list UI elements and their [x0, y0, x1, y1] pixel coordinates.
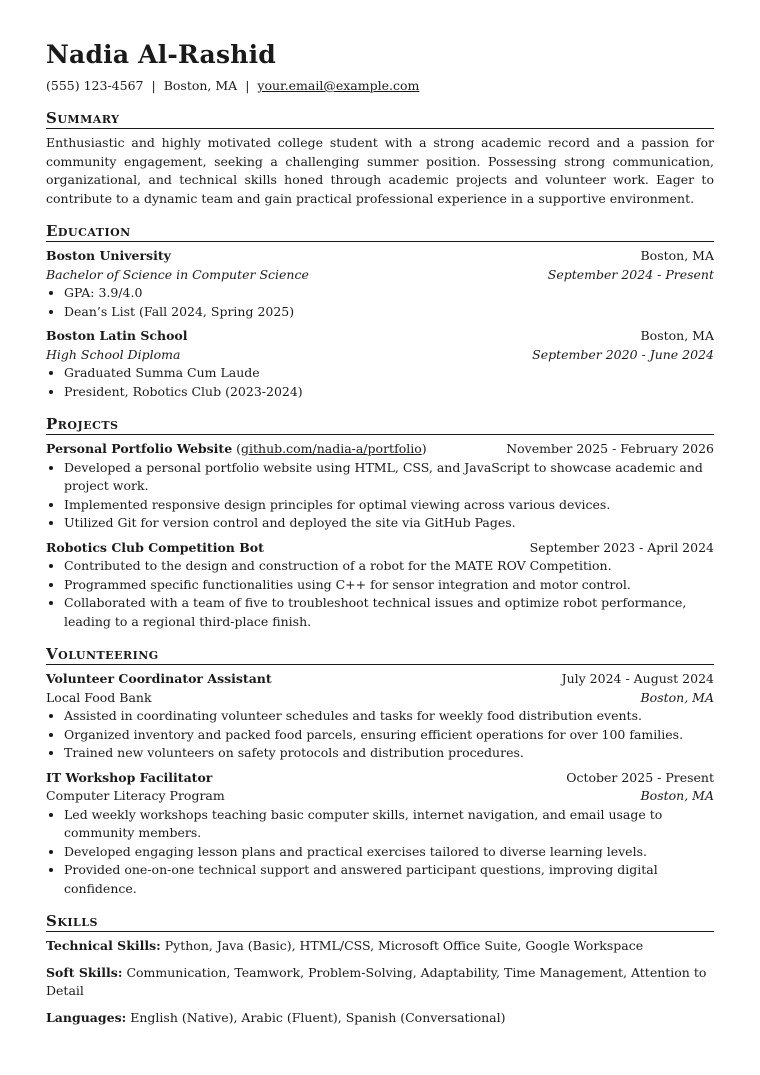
soft-skills	[46, 964, 714, 1001]
contact-line	[46, 77, 714, 95]
skill-label: Soft Skills:	[46, 964, 123, 980]
dates: September 2020 - June 2024	[532, 346, 714, 362]
project-entry: Personal Portfolio Website (github.com/nadia-a/portfolio) November 2025 - February 2026 • Developed a personal portfolio website using HTML, CSS, and JavaScript to showcase academic and project work. • Implemented responsive design principles for optimal viewing across various devices. • Utilized Git for version control and deployed the site via GitHub Pages.	[46, 440, 714, 533]
summary-section	[46, 108, 714, 208]
list-item: • Utilized Git for version control and deployed the site via GitHub Pages.	[64, 514, 714, 533]
role-title: Volunteer Coordinator Assistant	[46, 671, 272, 686]
section-heading-projects: Projects	[46, 414, 714, 435]
dates: September 2023 - April 2024	[529, 539, 714, 555]
list-item: • Developed engaging lesson plans and practical exercises tailored to diverse learning levels.	[64, 843, 714, 862]
skill-values: Python, Java (Basic), HTML/CSS, Microsoft Office Suite, Google Workspace	[164, 938, 644, 953]
technical-skills	[46, 937, 714, 956]
section-heading-volunteering: Volunteering	[46, 644, 714, 665]
summary-text: Enthusiastic and highly motivated college student with a strong academic record and a passion for community engagement, seeking a challenging summer position. Possessing strong communication, organizational, and technical skills honed through academic projects and volunteer work. Eager to contribute to a dynamic team and gain practical professional experience in a supportive environment.	[46, 135, 714, 206]
skills-section	[46, 911, 714, 1027]
organization: Computer Literacy Program	[46, 788, 225, 803]
list-item: • Collaborated with a team of five to troubleshoot technical issues and optimize robot performance, leading to a regional third-place finish.	[64, 594, 714, 631]
list-item: • Trained new volunteers on safety protocols and distribution procedures.	[64, 744, 714, 763]
project-link[interactable]: github.com/nadia-a/portfolio	[241, 441, 422, 456]
dates: October 2025 - Present	[566, 769, 714, 785]
school-location: Boston, MA	[640, 248, 714, 263]
email-link[interactable]: your.email@example.com	[257, 78, 420, 93]
section-heading-summary: Summary	[46, 108, 714, 129]
bullet-list	[46, 707, 714, 763]
list-item: • Implemented responsive design principles for optimal viewing across various devices.	[64, 496, 714, 515]
separator: |	[245, 78, 250, 93]
dates: September 2024 - Present	[547, 266, 714, 282]
list-item: • Provided one-on-one technical support and answered participant questions, improving digital confidence.	[64, 861, 714, 898]
skill-values: Communication, Teamwork, Problem-Solving, Adaptability, Time Management, Attention to Detail	[46, 964, 707, 998]
project-name: Personal Portfolio Website	[46, 441, 233, 456]
separator: |	[151, 78, 156, 93]
list-item: • Developed a personal portfolio website using HTML, CSS, and JavaScript to showcase academic and project work.	[64, 459, 714, 496]
phone-number: (555) 123-4567	[46, 78, 144, 93]
school-location: Boston, MA	[640, 328, 714, 343]
languages	[46, 1009, 714, 1028]
list-item: • Graduated Summa Cum Laude	[64, 364, 714, 383]
org-location: Boston, MA	[640, 788, 714, 803]
role-title: IT Workshop Facilitator	[46, 769, 213, 785]
list-item: • Programmed specific functionalities using C++ for sensor integration and motor control.	[64, 576, 714, 595]
school-name: Boston University	[46, 248, 171, 263]
list-item: • President, Robotics Club (2023-2024)	[64, 383, 714, 402]
dates: July 2024 - August 2024	[561, 671, 714, 686]
bullet-list	[46, 364, 714, 401]
project-entry	[46, 539, 714, 632]
list-item: • Organized inventory and packed food parcels, ensuring efficient operations for over 100 families.	[64, 726, 714, 745]
education-section	[46, 221, 714, 401]
list-item: • Led weekly workshops teaching basic computer skills, internet navigation, and email usage to community members.	[64, 806, 714, 843]
project-name: Robotics Club Competition Bot	[46, 539, 264, 555]
bullet-list	[46, 557, 714, 631]
bullet-list	[46, 459, 714, 533]
projects-section	[46, 414, 714, 631]
education-entry	[46, 327, 714, 401]
location: Boston, MA	[163, 78, 238, 93]
candidate-name: Nadia Al-Rashid	[46, 40, 276, 69]
section-heading-education: Education	[46, 221, 714, 242]
dates: November 2025 - February 2026	[506, 441, 714, 456]
skill-label: Technical Skills:	[46, 938, 161, 953]
degree: High School Diploma	[46, 346, 181, 362]
degree: Bachelor of Science in Computer Science	[46, 266, 309, 282]
list-item: • GPA: 3.9/4.0	[64, 284, 714, 303]
organization: Local Food Bank	[46, 689, 152, 705]
bullet-list	[46, 806, 714, 899]
school-name: Boston Latin School	[46, 328, 188, 343]
volunteer-entry	[46, 670, 714, 763]
skill-label: Languages:	[46, 1009, 127, 1025]
resume-page	[46, 40, 714, 1035]
volunteering-section	[46, 644, 714, 898]
section-heading-skills: Skills	[46, 911, 714, 932]
list-item: • Dean’s List (Fall 2024, Spring 2025)	[64, 303, 714, 322]
bullet-list	[46, 284, 714, 321]
volunteer-entry	[46, 769, 714, 899]
list-item: • Contributed to the design and construction of a robot for the MATE ROV Competition.	[64, 557, 714, 576]
education-entry	[46, 247, 714, 321]
list-item: • Assisted in coordinating volunteer schedules and tasks for weekly food distribution events.	[64, 707, 714, 726]
skill-values: English (Native), Arabic (Fluent), Spanish (Conversational)	[130, 1009, 506, 1025]
org-location: Boston, MA	[640, 689, 714, 705]
